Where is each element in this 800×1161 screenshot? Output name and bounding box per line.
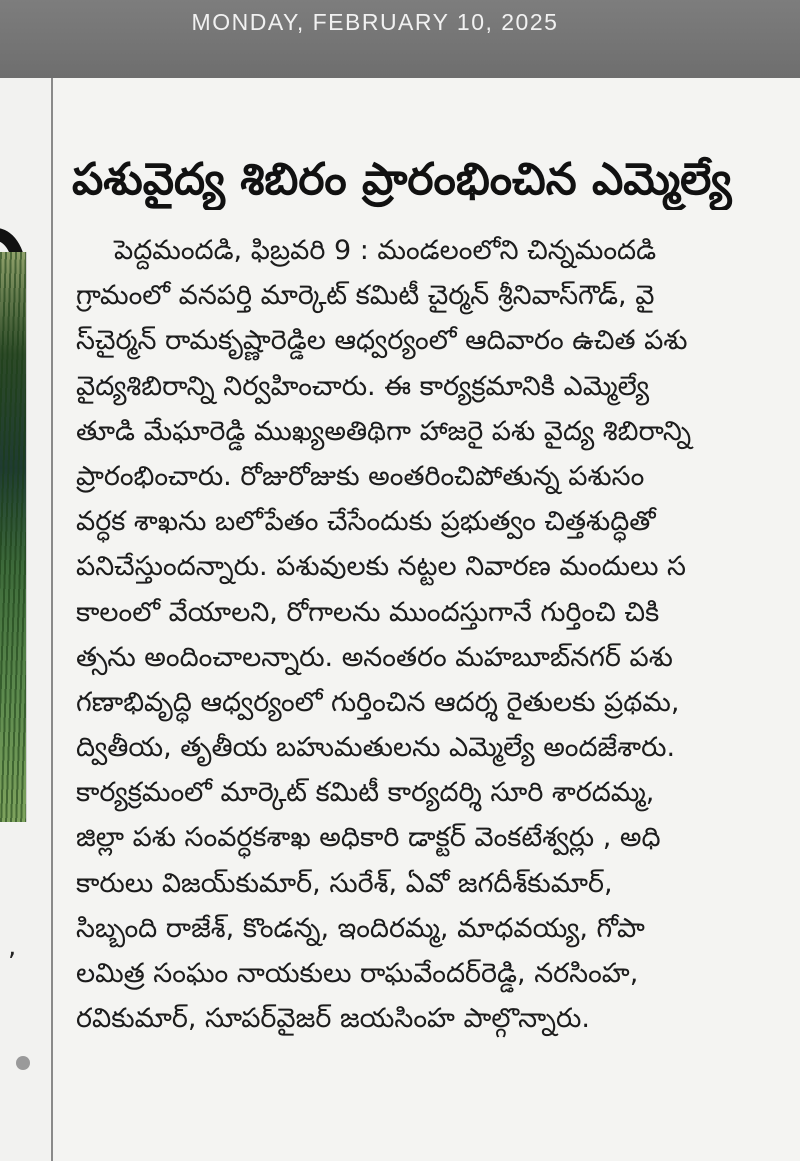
article-line: గణాభివృద్ధి ఆధ్వర్యంలో గుర్తించిన ఆదర్శ రైతులకు ప్రథమ, — [76, 686, 680, 718]
article-line: పెద్దమందడి, ఫిబ్రవరి 9 : మండలంలోని చిన్నమందడి — [114, 235, 657, 266]
article-line: పనిచేస్తుందన్నారు. పశువులకు నట్టల నివారణ మందులు స — [76, 551, 687, 583]
decorative-dot — [16, 1056, 30, 1070]
article-body — [76, 228, 800, 1161]
cropped-text-fragment: , — [8, 932, 17, 962]
article-line: రవికుమార్, సూపర్‌వైజర్ జయసింహ పాల్గొన్నారు. — [76, 1003, 590, 1035]
article-line: లమిత్ర సంఘం నాయకులు రాఘవేందర్‌రెడ్డి, నరసింహ, — [76, 958, 639, 989]
article-line: వైద్యశిబిరాన్ని నిర్వహించారు. ఈ కార్యక్రమానికి ఎమ్మెల్యే — [76, 370, 650, 402]
article-headline: పశువైద్య శిబిరం ప్రారంభించిన ఎమ్మెల్యే — [72, 154, 732, 205]
article-line: కారులు విజయ్‌కుమార్, సురేశ్, ఏవో జగదీశ్‌కుమార్, — [76, 867, 613, 899]
article-line: గ్రామంలో వనపర్తి మార్కెట్ కమిటీ చైర్మన్ శ్రీనివాస్‌గౌడ్, వై — [76, 280, 655, 312]
photo-border — [26, 252, 27, 822]
column-divider — [51, 78, 53, 1161]
article-line: తూడి మేఘారెడ్డి ముఖ్యఅతిథిగా హాజరై పశు వైద్య శిబిరాన్ని — [76, 415, 692, 447]
article-line: కాలంలో వేయాలని, రోగాలను ముందస్తుగానే గుర్తించి చికి — [76, 596, 660, 628]
article-line: కార్యక్రమంలో మార్కెట్ కమిటీ కార్యదర్శి సూరి శారదమ్మ, — [76, 777, 655, 809]
article-line: త్సను అందించాలన్నారు. అనంతరం మహబూబ్‌నగర్ పశు — [76, 641, 673, 673]
article-line: వర్ధక శాఖను బలోపేతం చేసేందుకు ప్రభుత్వం చిత్తశుద్ధితో — [76, 506, 656, 538]
article-line: ప్రారంభించారు. రోజురోజుకు అంతరించిపోతున్న పశుసం — [76, 460, 645, 492]
article-line: సిబ్బంది రాజేశ్, కొండన్న, ఇందిరమ్మ, మాధవయ్య, గోపా — [76, 912, 645, 944]
article-line: స్‌చైర్మన్ రామకృష్ణారెడ్డిల ఆధ్వర్యంలో ఆదివారం ఉచిత పశు — [76, 325, 688, 357]
article-line: ద్వితీయ, తృతీయ బహుమతులను ఎమ్మెల్యే అందజేశారు. — [76, 732, 676, 764]
cropped-field-photo — [0, 252, 26, 822]
article-line: జిల్లా పశు సంవర్ధకశాఖ అధికారి డాక్టర్ వెంకటేశ్వర్లు , అధి — [76, 822, 661, 854]
date-header-bar — [0, 0, 800, 78]
publication-date: MONDAY, FEBRUARY 10, 2025 — [191, 9, 559, 35]
